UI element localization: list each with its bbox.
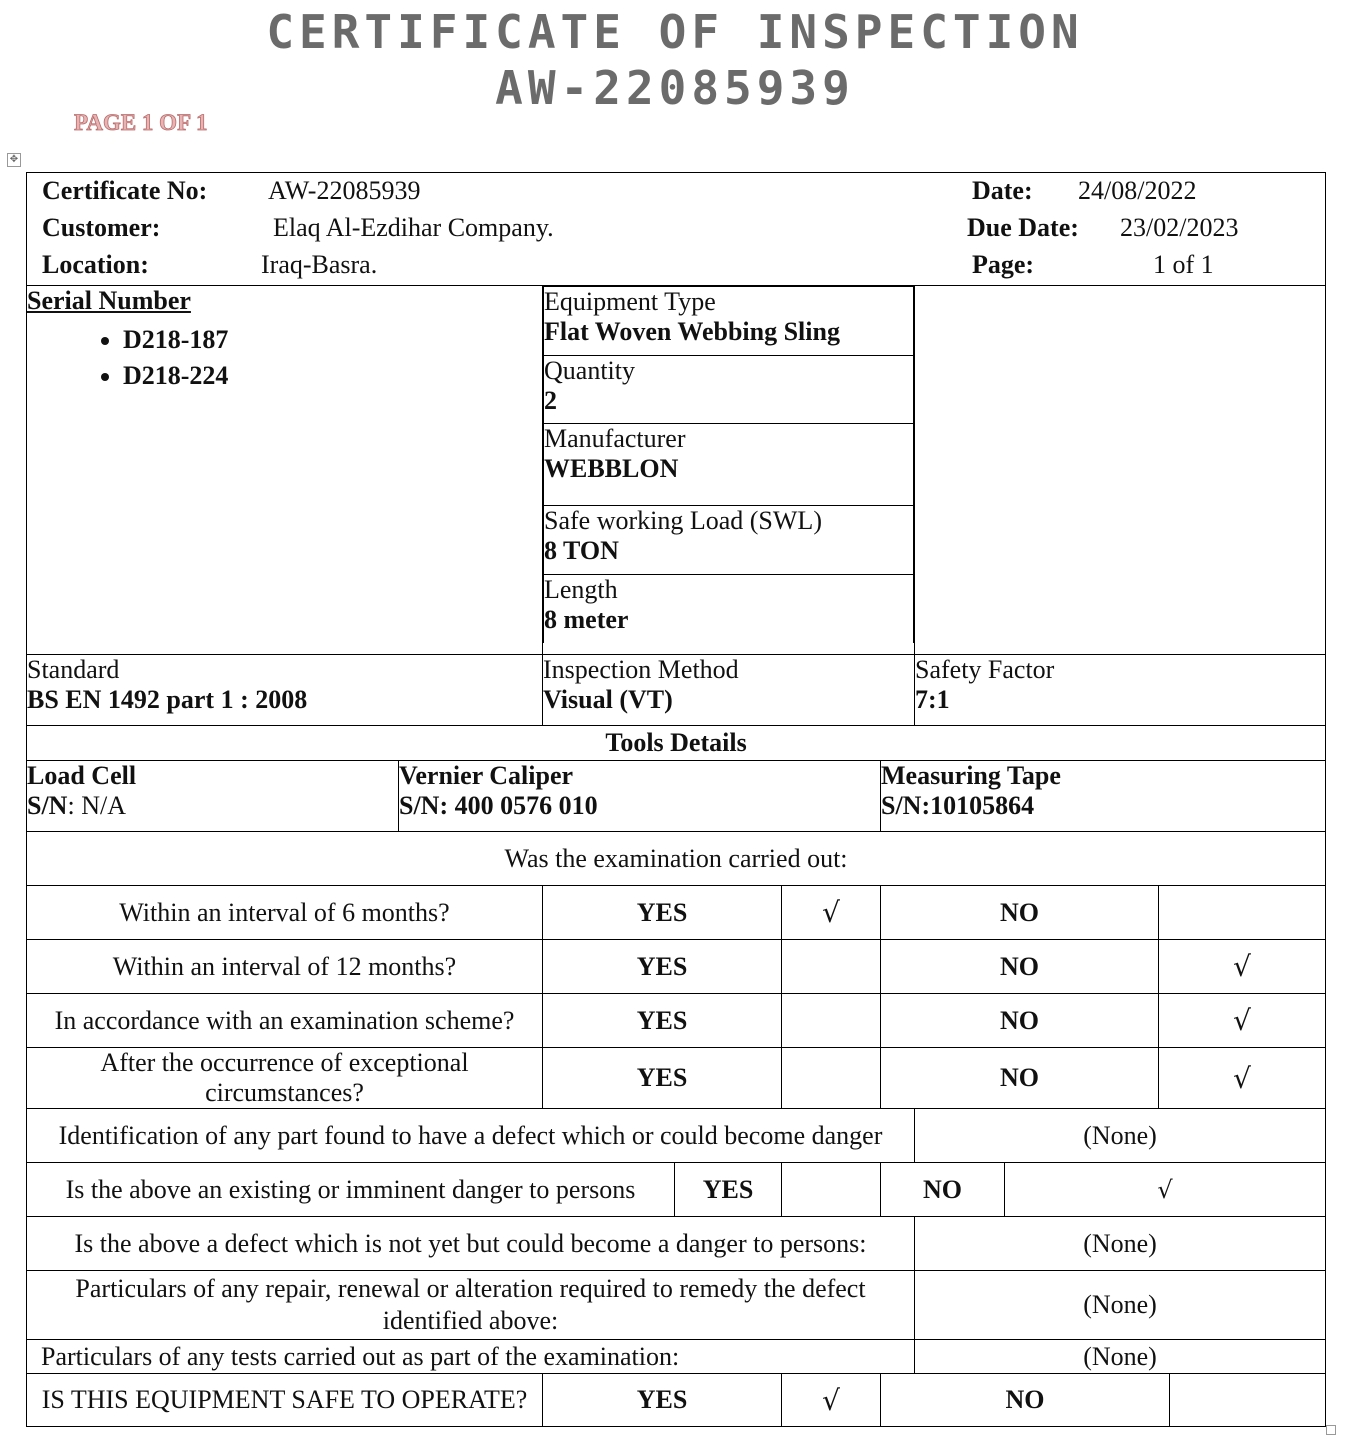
swl-cell — [544, 506, 914, 575]
equipment-details — [543, 286, 914, 643]
safety-factor-value: 7:1 — [915, 685, 950, 714]
inspection-method-value: Visual (VT) — [543, 685, 673, 714]
no-label: NO — [881, 940, 1159, 994]
yes-label: YES — [543, 886, 782, 940]
certificate-no-value: AW-22085939 — [268, 176, 421, 205]
question-text: Within an interval of 6 months? — [27, 886, 543, 940]
yes-check-cell — [782, 994, 881, 1048]
no-check-cell: √ — [1159, 994, 1326, 1048]
equipment-type-label: Equipment Type — [544, 287, 716, 316]
repair-value: (None) — [915, 1271, 1326, 1340]
table-row — [27, 1109, 1326, 1163]
list-item: • D218-187 — [123, 322, 542, 358]
tool-sn-label: S/N:10105864 — [881, 791, 1035, 820]
due-date-value: 23/02/2023 — [1120, 213, 1239, 242]
table-row — [27, 1374, 1326, 1427]
question-text: Within an interval of 12 months? — [27, 940, 543, 994]
location-label: Location: — [42, 250, 149, 279]
table-row — [27, 1271, 1326, 1340]
equipment-details-cell — [543, 286, 915, 655]
equipment-type-value: Flat Woven Webbing Sling — [544, 317, 840, 346]
yes-check-cell: √ — [782, 1374, 881, 1427]
table-row — [27, 1217, 1326, 1271]
tools-details-heading: Tools Details — [27, 726, 1326, 761]
customer-label: Customer: — [42, 213, 161, 242]
standard-cell — [27, 655, 543, 726]
yes-check-cell — [782, 1163, 881, 1217]
no-check-cell — [1159, 886, 1326, 940]
manufacturer-value: WEBBLON — [544, 454, 679, 483]
question-text: In accordance with an examination scheme? — [27, 994, 543, 1048]
certificate-table — [26, 172, 1326, 1427]
repair-text: Particulars of any repair, renewal or alteration required to remedy the defect identified above: — [27, 1271, 915, 1340]
table-row — [27, 1340, 1326, 1374]
equipment-type-cell — [544, 287, 914, 356]
certificate-number-title: AW-22085939 — [495, 61, 855, 115]
length-value: 8 meter — [544, 605, 629, 634]
yes-label: YES — [543, 994, 782, 1048]
tool-name: Measuring Tape — [881, 761, 1061, 790]
standard-value: BS EN 1492 part 1 : 2008 — [27, 685, 308, 714]
exam-heading-row — [27, 832, 1326, 886]
manufacturer-cell — [544, 424, 914, 506]
no-check-cell: √ — [1159, 940, 1326, 994]
quantity-cell — [544, 356, 914, 424]
equipment-row — [27, 286, 1326, 655]
location-value: Iraq-Basra. — [261, 250, 378, 279]
yes-check-cell — [782, 940, 881, 994]
header-row — [27, 173, 1326, 286]
date-value: 24/08/2022 — [1078, 176, 1197, 205]
safety-factor-cell — [915, 655, 1326, 726]
tool-name: Load Cell — [27, 761, 137, 790]
no-check-cell — [1170, 1374, 1326, 1427]
serial-number-label: Serial Number — [27, 286, 191, 315]
inspection-method-label: Inspection Method — [543, 655, 739, 684]
tool-measuring-tape — [881, 761, 1326, 832]
question-text: After the occurrence of exceptional circumstances? — [27, 1048, 543, 1109]
serial-list — [27, 322, 542, 394]
no-label: NO — [881, 886, 1159, 940]
table-row — [27, 940, 1326, 994]
tool-name: Vernier Caliper — [399, 761, 574, 790]
table-move-handle-icon[interactable]: ✥ — [7, 153, 21, 167]
yes-check-cell: √ — [782, 886, 881, 940]
length-cell — [544, 575, 914, 644]
tool-sn-value: : N/A — [67, 791, 126, 820]
inspection-method-cell — [543, 655, 915, 726]
table-row — [27, 886, 1326, 940]
date-label: Date: — [972, 176, 1033, 205]
header-cell — [27, 173, 1326, 286]
defect-identification-text: Identification of any part found to have a defect which or could become danger — [27, 1109, 915, 1163]
customer-value: Elaq Al-Ezdihar Company. — [273, 213, 554, 242]
page-label: Page: — [972, 250, 1035, 279]
page-value: 1 of 1 — [1153, 250, 1214, 279]
yes-label: YES — [543, 940, 782, 994]
yes-label: YES — [543, 1048, 782, 1109]
yes-label: YES — [675, 1163, 782, 1217]
table-row — [27, 994, 1326, 1048]
danger-question-text: Is the above an existing or imminent danger to persons — [27, 1163, 675, 1217]
serial-number-cell — [27, 286, 543, 655]
quantity-value: 2 — [544, 386, 557, 415]
swl-value: 8 TON — [544, 536, 619, 565]
no-label: NO — [881, 1374, 1170, 1427]
safe-to-operate-text: IS THIS EQUIPMENT SAFE TO OPERATE? — [27, 1374, 543, 1427]
certificate-no-label: Certificate No: — [42, 176, 208, 205]
future-defect-text: Is the above a defect which is not yet but could become a danger to persons: — [27, 1217, 915, 1271]
due-date-label: Due Date: — [967, 213, 1079, 242]
yes-check-cell — [782, 1048, 881, 1109]
tool-sn-label: S/N — [27, 791, 68, 820]
quantity-label: Quantity — [544, 356, 635, 385]
defect-identification-value: (None) — [915, 1109, 1326, 1163]
tool-sn-label: S/N: 400 0576 010 — [399, 791, 598, 820]
standard-row — [27, 655, 1326, 726]
swl-label: Safe working Load (SWL) — [544, 506, 822, 535]
table-resize-handle-icon[interactable] — [1326, 1425, 1336, 1435]
table-row — [27, 1163, 1326, 1217]
no-label: NO — [881, 1048, 1159, 1109]
future-defect-value: (None) — [915, 1217, 1326, 1271]
tool-load-cell — [27, 761, 399, 832]
list-item: • D218-224 — [123, 358, 542, 394]
tools-row — [27, 761, 1326, 832]
tests-text: Particulars of any tests carried out as part of the examination: — [27, 1340, 915, 1374]
no-check-cell: √ — [1159, 1048, 1326, 1109]
yes-label: YES — [543, 1374, 782, 1427]
tool-vernier-caliper — [399, 761, 881, 832]
manufacturer-label: Manufacturer — [544, 424, 686, 453]
table-row — [27, 1048, 1326, 1109]
tests-value: (None) — [915, 1340, 1326, 1374]
empty-cell — [915, 286, 1326, 655]
no-check-cell: √ — [1005, 1163, 1326, 1217]
certificate-title: CERTIFICATE OF INSPECTION — [266, 5, 1084, 59]
no-label: NO — [881, 1163, 1005, 1217]
page-of-label: PAGE 1 OF 1 — [74, 110, 208, 135]
exam-heading: Was the examination carried out: — [27, 832, 1326, 886]
standard-label: Standard — [27, 655, 120, 684]
length-label: Length — [544, 575, 618, 604]
safety-factor-label: Safety Factor — [915, 655, 1055, 684]
no-label: NO — [881, 994, 1159, 1048]
tools-heading-row — [27, 726, 1326, 761]
